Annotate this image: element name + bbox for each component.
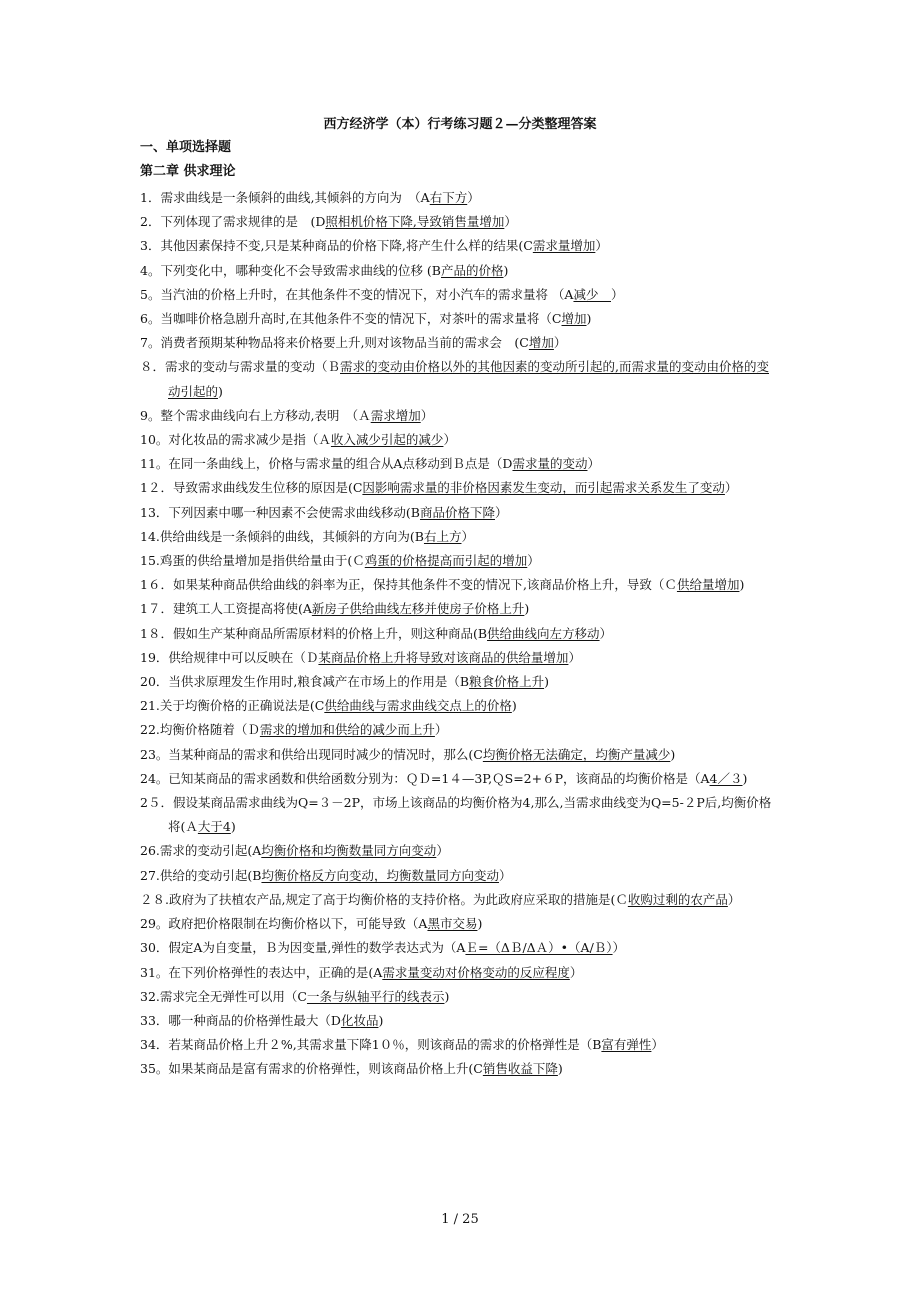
answer-text: 大于4 [197, 819, 231, 835]
question-close: ) [230, 819, 236, 835]
question-item [140, 839, 780, 863]
answer-text: 粮食价格上升 [469, 674, 545, 690]
question-item [140, 259, 780, 283]
question-close: ） [651, 1037, 664, 1053]
question-text: 13．下列因素中哪一种因素不会使需求曲线移动(B [140, 504, 420, 520]
question-item [140, 331, 780, 355]
question-text: 2．下列体现了需求规律的是 (D [140, 214, 326, 230]
question-close: ) [511, 698, 517, 714]
question-list [140, 186, 780, 1082]
question-close: ） [467, 190, 480, 205]
question-text: 24。已知某商品的需求函数和供给函数分别为：ＱＤ=1４—3P,ＱS=2+６P，该商品的均衡价格是（A [140, 770, 710, 786]
question-item [140, 694, 780, 718]
question-close: ) [524, 601, 530, 617]
question-text: 27.供给的变动引起(B [140, 867, 262, 883]
question-close: ） [612, 940, 626, 956]
answer-text: 新房子供给曲线左移并使房子价格上升 [311, 601, 525, 617]
question-item [140, 549, 780, 573]
question-item [140, 597, 780, 621]
question-text: 21.关于均衡价格的正确说法是(C [140, 698, 325, 714]
question-close: ） [527, 553, 540, 569]
answer-text: 销售收益下降 [482, 1061, 558, 1077]
question-close: ） [595, 238, 608, 254]
answer-text: 均衡价格无法确定，均衡产量减少 [482, 746, 671, 762]
question-close: ) [477, 916, 483, 932]
question-close: ) [739, 577, 745, 593]
question-close: ） [495, 504, 508, 520]
question-text: 9。整个需求曲线向右上方移动,表明 （Ａ [140, 407, 371, 423]
answer-text: 减少 [573, 286, 611, 302]
question-text: 1８．假如生产某种商品所需原材料的价格上升，则这种商品(B [140, 625, 488, 641]
question-text: 10。对化妆品的需求减少是指（Ａ [140, 432, 331, 448]
question-text: 22.均衡价格随着（Ｄ [140, 722, 260, 738]
question-item [140, 743, 780, 767]
answer-text: 右下方 [429, 190, 468, 205]
question-item [140, 307, 780, 331]
answer-text: 需求的变动由价格以外的其他因素的变动所引起的,而需求量的变动由价格的变动引起的 [168, 359, 769, 399]
answer-text: 需求的增加和供给的减少而上升 [259, 722, 435, 738]
question-close: ) [544, 674, 549, 690]
answer-text: 照相机价格下降,导致销售量增加 [325, 214, 505, 230]
question-text: 4。下列变化中，哪种变化不会导致需求曲线的位移 (B [140, 262, 441, 278]
answer-text: 一条与纵轴平行的线表示 [306, 988, 445, 1004]
question-item [140, 670, 780, 694]
question-item [140, 1057, 780, 1081]
answer-text: 产品的价格 [441, 262, 504, 278]
question-item [140, 452, 780, 476]
question-close: ) [670, 746, 676, 762]
question-text: 20．当供求原理发生作用时,粮食减产在市场上的作用是（B [140, 674, 470, 690]
question-item [140, 791, 780, 839]
question-text: 1２．导致需求曲线发生位移的原因是(C [140, 480, 363, 496]
question-text: 11。在同一条曲线上，价格与需求量的组合从A点移动到Ｂ点是（D [140, 456, 513, 472]
answer-text: 增加 [561, 311, 587, 327]
answer-text: 供给曲线与需求曲线交点上的价格 [324, 698, 512, 714]
question-text: 26.需求的变动引起(A [140, 843, 262, 859]
question-text: 32.需求完全无弹性可以用（C [140, 988, 307, 1004]
answer-text: 供给量增加 [676, 577, 740, 593]
question-item [140, 985, 780, 1009]
question-text: 5。当汽油的价格上升时，在其他条件不变的情况下，对小汽车的需求量将 （A [140, 286, 574, 302]
answer-text: 均衡价格和均衡数量同方向变动 [261, 843, 437, 859]
question-item [140, 355, 780, 403]
answer-text: 增加 [528, 335, 554, 351]
question-close: ) [586, 311, 592, 327]
question-close: ） [610, 286, 624, 302]
question-text: 2５．假设某商品需求曲线为Q=３－2P，市场上该商品的均衡价格为4,那么,当需求曲线变为Q=5-２P后,均衡价格将(Ａ [140, 795, 772, 835]
question-close: ） [436, 843, 449, 859]
question-text: 23。当某种商品的需求和供给出现同时减少的情况时，那么(C [140, 746, 483, 762]
question-item [140, 1033, 780, 1057]
question-text: 1．需求曲线是一条倾斜的曲线,其倾斜的方向为 （A [140, 190, 430, 205]
question-text: ８．需求的变动与需求量的变动（Ｂ [140, 359, 341, 375]
page-indicator: 1 / 25 [441, 1212, 479, 1227]
answer-text: 收购过剩的农产品 [627, 891, 728, 907]
answer-text: 需求量增加 [532, 238, 596, 254]
section-heading: 一、单项选择题 [140, 140, 232, 155]
question-item [140, 888, 780, 912]
question-text: 19．供给规律中可以反映在（Ｄ [140, 649, 319, 665]
question-item [140, 234, 780, 258]
question-text: 1７．建筑工人工资提高将使(A [140, 601, 312, 617]
question-item [140, 936, 780, 960]
question-item [140, 525, 780, 549]
answer-text: 富有弹性 [601, 1037, 652, 1053]
question-item [140, 210, 780, 234]
answer-text: 商品价格下降 [419, 504, 495, 520]
chapter-heading: 第二章 供求理论 [140, 164, 236, 179]
question-item [140, 767, 780, 791]
question-close: ) [557, 1061, 563, 1077]
question-text: 6。当咖啡价格急剧升高时,在其他条件不变的情况下，对茶叶的需求量将（C [140, 311, 562, 327]
question-text: 34．若某商品价格上升２%,其需求量下降1０％，则该商品的需求的价格弹性是（B [140, 1037, 602, 1053]
answer-text: 4／３ [709, 770, 743, 786]
answer-text: 供给曲线向左方移动 [487, 625, 600, 641]
question-close: ) [378, 1012, 384, 1028]
question-close: ） [568, 649, 581, 665]
question-close: ) [742, 770, 748, 786]
question-item [140, 404, 780, 428]
question-close: ） [443, 432, 456, 448]
question-close: ） [504, 214, 517, 230]
question-text: 3．其他因素保持不变,只是某种商品的价格下降,将产生什么样的结果(C [140, 238, 533, 254]
question-close: ） [498, 867, 512, 883]
question-item [140, 961, 780, 985]
question-text: 14.供给曲线是一条倾斜的曲线，其倾斜的方向为(B [140, 528, 424, 544]
question-text: 31。在下列价格弹性的表达中，正确的是(A [140, 964, 383, 980]
answer-text: 均衡价格反方向变动，均衡数量同方向变动 [261, 867, 499, 883]
question-close: ） [434, 722, 448, 738]
question-item [140, 573, 780, 597]
question-close: ） [587, 456, 600, 472]
answer-text: 黑市交易 [427, 916, 478, 932]
question-close: ） [420, 407, 434, 423]
question-item [140, 646, 780, 670]
answer-text: 鸡蛋的价格提高而引起的增加 [364, 553, 528, 569]
question-text: 7。消费者预期某种物品将来价格要上升,则对该物品当前的需求会 (C [140, 335, 529, 351]
question-close: ） [569, 964, 583, 980]
question-item [140, 186, 780, 210]
question-text: 1６．如果某种商品供给曲线的斜率为正，保持其他条件不变的情况下,该商品价格上升，导致（Ｃ [140, 577, 677, 593]
answer-text: 因影响需求量的非价格因素发生变动，而引起需求关系发生了变动 [362, 480, 725, 496]
question-text: 33．哪一种商品的价格弹性最大（D [140, 1012, 341, 1028]
question-text: ２８.政府为了扶植农产品,规定了高于均衡价格的支持价格。为此政府应采取的措施是(Ｃ [140, 891, 628, 907]
question-close: ) [503, 262, 509, 278]
document-title: 西方经济学（本）行考练习题２—分类整理答案 [323, 117, 597, 132]
question-text: 15.鸡蛋的供给量增加是指供给量由于(Ｃ [140, 553, 365, 569]
question-close: ) [218, 383, 223, 399]
answer-text: 化妆品 [340, 1012, 379, 1028]
question-close: ) [444, 988, 450, 1004]
question-close: ） [461, 528, 474, 544]
question-item [140, 718, 780, 742]
question-item [140, 476, 780, 500]
question-close: ） [724, 480, 738, 496]
question-close: ） [553, 335, 567, 351]
question-text: 29。政府把价格限制在均衡价格以下，可能导致（A [140, 916, 428, 932]
answer-text: 需求增加 [370, 407, 421, 423]
answer-text: 需求量的变动 [512, 456, 588, 472]
question-text: 35。如果某商品是富有需求的价格弹性，则该商品价格上升(C [140, 1061, 483, 1077]
question-item [140, 501, 780, 525]
answer-text: Ｅ=（ΔＢ/ΔＡ）•（A/Ｂ） [465, 940, 613, 956]
question-item [140, 1009, 780, 1033]
answer-text: 需求量变动对价格变动的反应程度 [382, 964, 570, 980]
answer-text: 某商品价格上升将导致对该商品的供给量增加 [318, 649, 569, 665]
question-close: ） [727, 891, 741, 907]
question-item [140, 864, 780, 888]
question-item [140, 622, 780, 646]
question-item [140, 428, 780, 452]
answer-text: 收入减少引起的减少 [330, 432, 444, 448]
answer-text: 右上方 [423, 528, 462, 544]
question-close: ） [599, 625, 613, 641]
question-item [140, 283, 780, 307]
question-text: 30．假定A为自变量，Ｂ为因变量,弹性的数学表达式为（A [140, 940, 466, 956]
question-item [140, 912, 780, 936]
